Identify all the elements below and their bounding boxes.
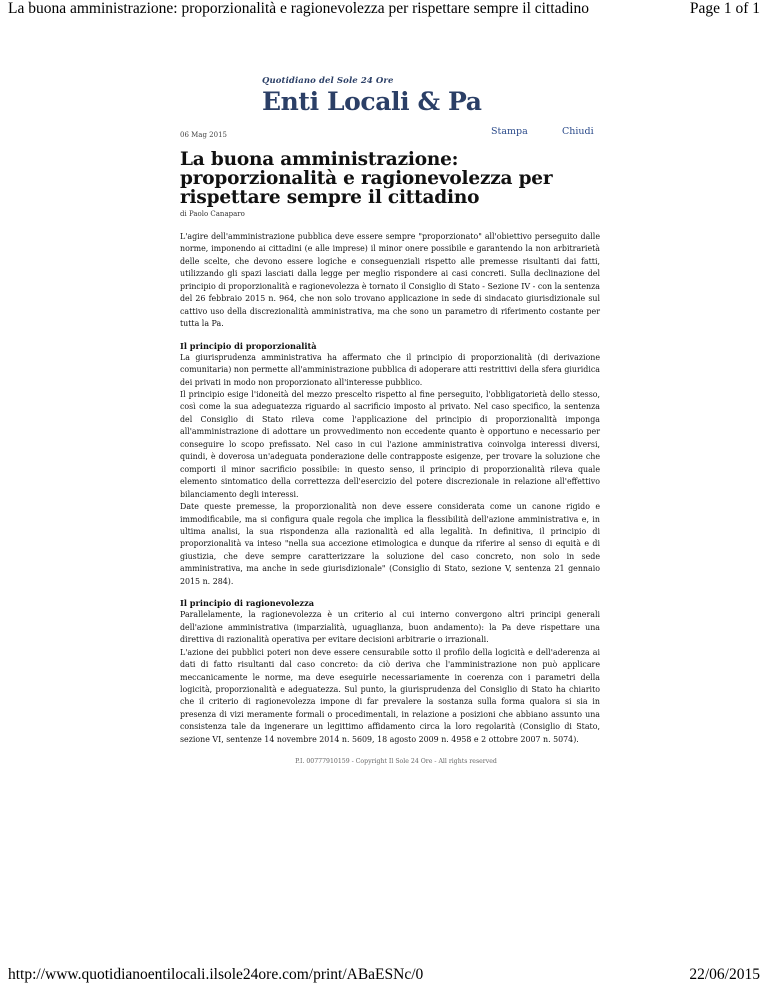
section-title-ragionevolezza: Il principio di ragionevolezza — [180, 598, 315, 609]
masthead-kicker: Quotidiano del Sole 24 Ore — [262, 76, 394, 86]
masthead-logo: Enti Locali & Pa — [262, 87, 482, 116]
article-paragraph: Il principio esige l'idoneità del mezzo prescelto rispetto al fine perseguito, l'obbligatorietà dello stesso, così come la sua adeguatezza riguardo al sacrificio imposto al privato. Nel caso specifico, la sentenza del Consiglio di Stato rileva come l'applicazione del principio di proporzionalità imponga all'amministrazione di adottare un provvedimento non eccedente quanto è opportuno e necessario per conseguire lo scopo prefissato. Nel caso in cui l'azione amministrativa coinvolga interessi diversi, quindi, è doverosa un'adeguata ponderazione delle contrapposte esigenze, per trovare la soluzione che comporti il minor sacrificio possibile: in questo senso, il principio di proporzionalità rileva quale elemento sintomatico della correttezza dell'esercizio del potere discrezionale in relazione all'effettivo bilanciamento degli interessi. — [180, 389, 600, 499]
article-paragraph: Parallelamente, la ragionevolezza è un criterio al cui interno convergono altri principi generali dell'azione amministrativa (imparzialità, uguaglianza, buon andamento): la Pa deve rispettare una direttiva di razionalità operativa per evitare decisioni arbitrarie o irrazionali. — [180, 610, 600, 645]
article-paragraph: L'azione dei pubblici poteri non deve essere censurabile sotto il profilo della logicità e dell'aderenza ai dati di fatto risultanti dal caso concreto: da ciò deriva che l'amministrazione non può applicare meccanicamente le norme, ma deve eseguirle necessariamente in coerenza con i parametri della logicità, proporzionalità e adeguatezza. Sul punto, la giurisprudenza del Consiglio di Stato ha chiarito che il criterio di ragionevolezza impone di far prevalere la sostanza sulla forma qualora si sia in presenza di vizi meramente formali o procedimentali, in relazione a posizioni che abbiano assunto una consistenza tale da ingenerare un legittimo affidamento circa la loro regolarità (Consiglio di Stato, sezione VI, sentenze 14 novembre 2014 n. 5609, 18 agosto 2009 n. 4958 e 2 ottobre 2007 n. 5074). — [180, 647, 600, 744]
print-header — [8, 0, 760, 22]
article-paragraph: La giurisprudenza amministrativa ha affermato che il principio di proporzionalità (di derivazione comunitaria) non permette all'amministrazione pubblica di adoperare atti restrittivi della sfera giuridica dei privati in modo non proporzionato all'interesse pubblico. — [180, 352, 600, 387]
print-link[interactable]: Stampa — [491, 126, 528, 137]
section-title-proporzionalita: Il principio di proporzionalità — [180, 340, 317, 351]
masthead — [262, 76, 522, 116]
print-footer — [8, 966, 760, 988]
page-number: Page 1 of 1 — [689, 0, 760, 17]
publication-date: 06 Mag 2015 — [180, 131, 227, 139]
page-url: http://www.quotidianoentilocali.ilsole24ore.com/print/ABaESNc/0 — [8, 966, 424, 983]
print-date: 22/06/2015 — [689, 966, 760, 983]
article-paragraph: Date queste premesse, la proporzionalità non deve essere considerata come un canone rigido e immodificabile, ma si configura quale regola che implica la flessibilità dell'azione amministrativa e, in ultima analisi, la sua rispondenza alla razionalità ed alla legalità. In definitiva, il principio di proporzionalità va inteso "nella sua accezione etimologica e dunque da riferire al senso di equità e di giustizia, che deve sempre caratterizzare la soluzione del caso concreto, non solo in sede amministrativa, ma anche in sede giurisdizionale" (Consiglio di Stato, sezione V, sentenza 21 gennaio 2015 n. 284). — [180, 502, 600, 586]
article — [180, 150, 600, 765]
article-byline: di Paolo Canaparo — [180, 210, 245, 218]
article-headline: La buona amministrazione: proporzionalità e ragionevolezza per rispettare sempre il cittadino — [180, 149, 553, 208]
print-header-title: La buona amministrazione: proporzionalità e ragionevolezza per rispettare sempre il cittadino — [8, 0, 590, 17]
copyright-notice: P.I. 00777910159 - Copyright Il Sole 24 Ore - All rights reserved — [295, 758, 497, 766]
article-intro: L'agire dell'amministrazione pubblica deve essere sempre "proporzionato" all'obiettivo perseguito dalle norme, imponendo ai cittadini (e alle imprese) il minor onere possibile e garantendo la non arbitrarietà delle scelte, che devono essere logiche e conseguenziali rispetto alle premesse risultanti dai fatti, utilizzando gli spazi lasciati dalla legge per meglio rispondere ai casi concreti. Sulla declinazione del principio di proporzionalità e ragionevolezza è tornato il Consiglio di Stato - Sezione IV - con la sentenza del 26 febbraio 2015 n. 964, che non solo trovano applicazione in sede di sindacato giurisdizionale sul cattivo uso della discrezionalità amministrativa, ma che sono un parametro di riferimento costante per tutta la Pa. — [180, 232, 600, 329]
close-link[interactable]: Chiudi — [562, 126, 594, 137]
article-meta — [180, 126, 600, 142]
